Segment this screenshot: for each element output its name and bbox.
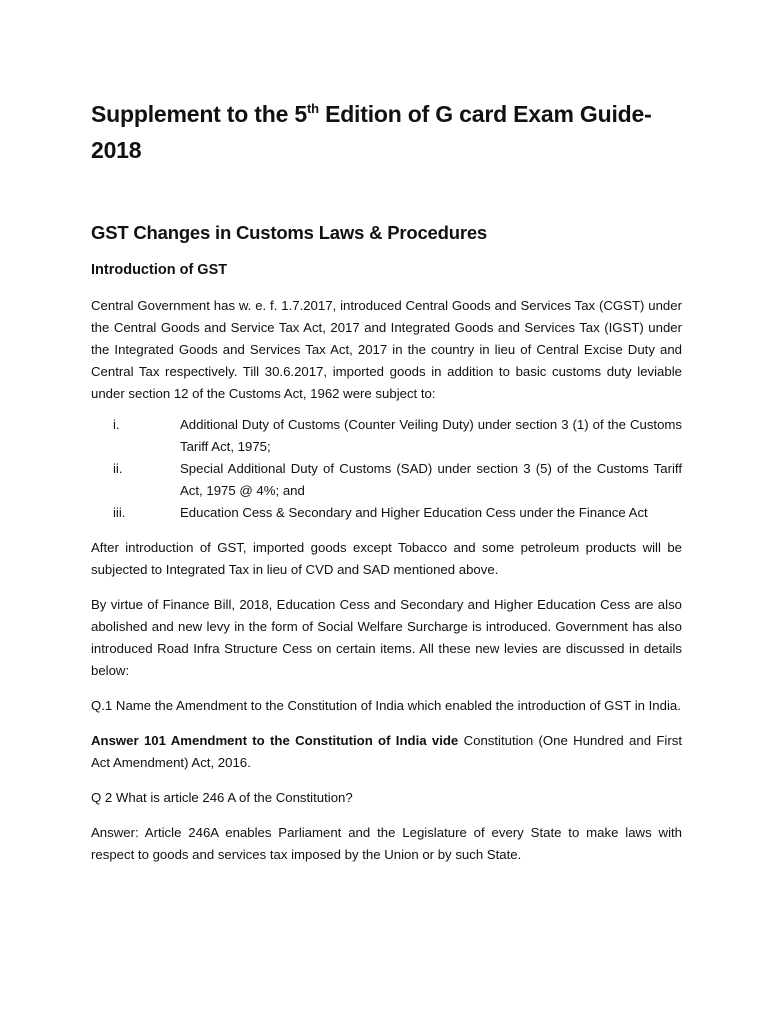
question-1: Q.1 Name the Amendment to the Constitution of India which enabled the introduction of GST in India. [91, 698, 681, 713]
section-heading: GST Changes in Customs Laws & Procedures [91, 222, 488, 243]
list-item [91, 414, 682, 458]
list-item [91, 502, 682, 524]
answer-2: Answer: Article 246A enables Parliament and the Legislature of every State to make laws with respect to goods and services tax imposed by the Union or by such State. [91, 825, 682, 862]
list-item [91, 458, 682, 502]
title-superscript: th [307, 101, 319, 116]
intro-paragraph: Central Government has w. e. f. 1.7.2017, introduced Central Goods and Services Tax (CGST) under the Central Goods and Service Tax Act, 2017 and Integrated Goods and Services Tax (IGST) under the Integrated Goods and Services Tax Act, 2017 in the country in lieu of Central Excise Duty and Central Tax respectively. Till 30.6.2017, imported goods in addition to basic customs duty leviable under section 12 of the Customs Act, 1962 were subject to: [91, 298, 682, 401]
list-item-number: iii. [113, 505, 126, 520]
title-part2: Edition of G card Exam Guide-2018 [91, 101, 652, 163]
list-item-text: Education Cess & Secondary and Higher Education Cess under the Finance Act [180, 505, 648, 520]
list-item-text: Additional Duty of Customs (Counter Veiling Duty) under section 3 (1) of the Customs Tariff Act, 1975; [180, 417, 682, 454]
answer-1-bold: Answer 101 Amendment to the Constitution of India vide [91, 733, 459, 748]
list-item-number: ii. [113, 461, 123, 476]
list-item-text: Special Additional Duty of Customs (SAD) under section 3 (5) of the Customs Tariff Act, 1975 @ 4%; and [180, 461, 682, 498]
answer-1 [91, 730, 682, 774]
question-2: Q 2 What is article 246 A of the Constitution? [91, 790, 353, 805]
levy-list [91, 414, 682, 524]
section-subheading: Introduction of GST [91, 262, 228, 278]
answer-1-text: Constitution (One Hundred and First Act Amendment) Act, 2016. [91, 733, 682, 770]
after-gst-paragraph: After introduction of GST, imported goods except Tobacco and some petroleum products will be subjected to Integrated Tax in lieu of CVD and SAD mentioned above. [91, 540, 682, 577]
list-item-number: i. [113, 417, 120, 432]
document-title [91, 96, 682, 168]
finance-bill-paragraph: By virtue of Finance Bill, 2018, Education Cess and Secondary and Higher Education Cess are also abolished and new levy in the form of Social Welfare Surcharge is introduced. Government has also introduced Road Infra Structure Cess on certain items. All these new levies are discussed in details below: [91, 597, 682, 678]
title-part1: Supplement to the 5 [91, 101, 307, 127]
